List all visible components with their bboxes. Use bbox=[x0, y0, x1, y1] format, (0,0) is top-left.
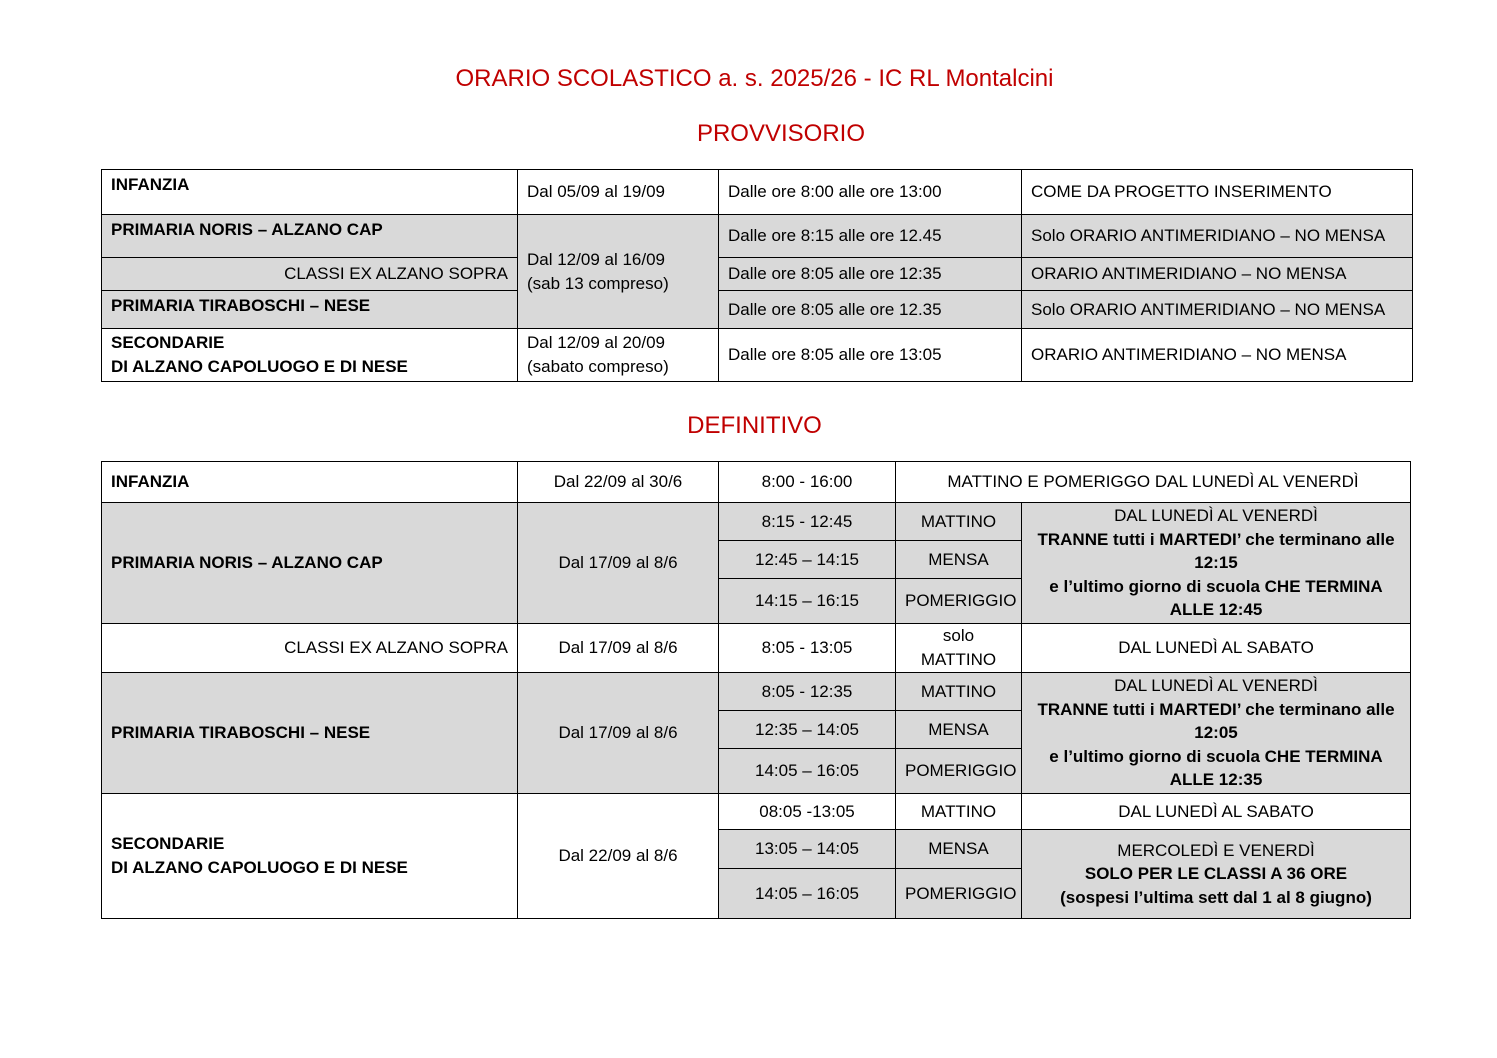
period-cell: Dal 22/09 al 8/6 bbox=[518, 794, 719, 919]
school-cell: INFANZIA bbox=[102, 170, 518, 215]
school-cell: PRIMARIA NORIS – ALZANO CAP bbox=[102, 503, 518, 624]
time-cell: 08:05 -13:05 bbox=[719, 794, 896, 830]
table-row bbox=[102, 215, 1413, 258]
note-text: CHE TERMINA ALLE 12:35 bbox=[1169, 746, 1383, 790]
note-line: (sospesi l’ultima sett dal 1 al 8 giugno) bbox=[1060, 887, 1372, 907]
note-cell: DAL LUNEDÌ AL SABATO bbox=[1022, 624, 1411, 673]
period-cell: Dal 17/09 al 8/6 bbox=[518, 503, 719, 624]
period-line: (sab 13 compreso) bbox=[527, 273, 669, 293]
period-cell: Dal 05/09 al 19/09 bbox=[518, 170, 719, 215]
slot-label-cell: POMERIGGIO bbox=[896, 749, 1022, 794]
slot-label-cell: MENSA bbox=[896, 711, 1022, 749]
school-line: SECONDARIE bbox=[111, 333, 225, 352]
note-cell: Solo ORARIO ANTIMERIDIANO – NO MENSA bbox=[1022, 215, 1413, 258]
note-cell: MATTINO E POMERIGGO DAL LUNEDÌ AL VENERDÌ bbox=[896, 462, 1411, 503]
note-cell: ORARIO ANTIMERIDIANO – NO MENSA bbox=[1022, 258, 1413, 291]
table-row bbox=[102, 170, 1413, 215]
final-schedule-table bbox=[101, 461, 1411, 919]
table-row bbox=[102, 258, 1413, 291]
table-row bbox=[102, 329, 1413, 382]
school-cell: PRIMARIA TIRABOSCHI – NESE bbox=[102, 673, 518, 794]
hours-cell: Dalle ore 8:00 alle ore 13:00 bbox=[719, 170, 1022, 215]
school-line: SECONDARIE bbox=[111, 834, 225, 853]
time-cell: 12:35 – 14:05 bbox=[719, 711, 896, 749]
note-line: DAL LUNEDÌ AL VENERDÌ bbox=[1114, 676, 1318, 696]
slot-label-cell: MENSA bbox=[896, 830, 1022, 869]
school-line: DI ALZANO CAPOLUOGO E DI NESE bbox=[111, 858, 408, 877]
note-text: e l’ultimo giorno di scuola bbox=[1049, 746, 1265, 766]
period-line: Dal 12/09 al 20/09 bbox=[527, 333, 665, 352]
note-line: TRANNE tutti i MARTEDI’ che terminano alle 12:15 bbox=[1037, 529, 1395, 573]
note-line: MERCOLEDÌ E VENERDÌ bbox=[1117, 840, 1315, 860]
note-cell: DAL LUNEDÌ AL SABATO bbox=[1022, 794, 1411, 830]
note-cell: Solo ORARIO ANTIMERIDIANO – NO MENSA bbox=[1022, 291, 1413, 329]
table-row bbox=[102, 462, 1411, 503]
school-cell: PRIMARIA TIRABOSCHI – NESE bbox=[102, 291, 518, 329]
note-text: CHE TERMINA ALLE 12:45 bbox=[1169, 576, 1383, 620]
school-cell: INFANZIA bbox=[102, 462, 518, 503]
note-line: DAL LUNEDÌ AL VENERDÌ bbox=[1114, 506, 1318, 526]
note-cell: ORARIO ANTIMERIDIANO – NO MENSA bbox=[1022, 329, 1413, 382]
school-cell bbox=[102, 329, 518, 382]
hours-cell: 8:00 - 16:00 bbox=[719, 462, 896, 503]
note-cell bbox=[1022, 830, 1411, 919]
time-cell: 13:05 – 14:05 bbox=[719, 830, 896, 869]
slot-label-cell bbox=[896, 624, 1022, 673]
time-cell: 8:05 - 12:35 bbox=[719, 673, 896, 711]
note-cell: COME DA PROGETTO INSERIMENTO bbox=[1022, 170, 1413, 215]
time-cell: 14:05 – 16:05 bbox=[719, 749, 896, 794]
table-row bbox=[102, 673, 1411, 711]
period-cell: Dal 17/09 al 8/6 bbox=[518, 624, 719, 673]
page-title: ORARIO SCOLASTICO a. s. 2025/26 - IC RL Montalcini bbox=[455, 65, 1054, 92]
period-line: (sabato compreso) bbox=[527, 357, 669, 376]
hours-cell: Dalle ore 8:05 alle ore 12.35 bbox=[719, 291, 1022, 329]
period-cell bbox=[518, 215, 719, 329]
school-line: DI ALZANO CAPOLUOGO E DI NESE bbox=[111, 357, 408, 376]
period-line: Dal 12/09 al 16/09 bbox=[527, 249, 665, 269]
school-cell: CLASSI EX ALZANO SOPRA bbox=[102, 258, 518, 291]
section-title-definitivo: DEFINITIVO bbox=[687, 412, 822, 439]
slot-label-line: solo bbox=[942, 626, 975, 645]
table-row bbox=[102, 624, 1411, 673]
note-line: TRANNE tutti i MARTEDI’ che terminano alle 12:05 bbox=[1037, 699, 1395, 743]
provisional-schedule-table bbox=[101, 169, 1413, 382]
note-text: e l’ultimo giorno di scuola bbox=[1049, 576, 1265, 596]
slot-label-cell: MATTINO bbox=[896, 503, 1022, 541]
section-title-provvisorio: PROVVISORIO bbox=[696, 120, 866, 147]
period-cell bbox=[518, 329, 719, 382]
hours-cell: Dalle ore 8:05 alle ore 12:35 bbox=[719, 258, 1022, 291]
note-cell bbox=[1022, 673, 1411, 794]
slot-label-cell: POMERIGGIO bbox=[896, 579, 1022, 624]
hours-cell: Dalle ore 8:05 alle ore 13:05 bbox=[719, 329, 1022, 382]
period-cell: Dal 17/09 al 8/6 bbox=[518, 673, 719, 794]
school-cell: PRIMARIA NORIS – ALZANO CAP bbox=[102, 215, 518, 258]
slot-label-cell: MATTINO bbox=[896, 794, 1022, 830]
slot-label-cell: MENSA bbox=[896, 541, 1022, 579]
table-row bbox=[102, 503, 1411, 541]
time-cell: 8:15 - 12:45 bbox=[719, 503, 896, 541]
hours-cell: 8:05 - 13:05 bbox=[719, 624, 896, 673]
note-line bbox=[1031, 745, 1401, 792]
slot-label-cell: MATTINO bbox=[896, 673, 1022, 711]
time-cell: 12:45 – 14:15 bbox=[719, 541, 896, 579]
note-line bbox=[1031, 575, 1401, 622]
period-cell: Dal 22/09 al 30/6 bbox=[518, 462, 719, 503]
school-cell bbox=[102, 794, 518, 919]
table-row bbox=[102, 291, 1413, 329]
slot-label-line: MATTINO bbox=[920, 650, 997, 669]
table-row bbox=[102, 794, 1411, 830]
note-cell bbox=[1022, 503, 1411, 624]
time-cell: 14:15 – 16:15 bbox=[719, 579, 896, 624]
hours-cell: Dalle ore 8:15 alle ore 12.45 bbox=[719, 215, 1022, 258]
time-cell: 14:05 – 16:05 bbox=[719, 869, 896, 919]
note-line: SOLO PER LE CLASSI A 36 ORE bbox=[1084, 864, 1348, 884]
slot-label-cell: POMERIGGIO bbox=[896, 869, 1022, 919]
school-cell: CLASSI EX ALZANO SOPRA bbox=[102, 624, 518, 673]
